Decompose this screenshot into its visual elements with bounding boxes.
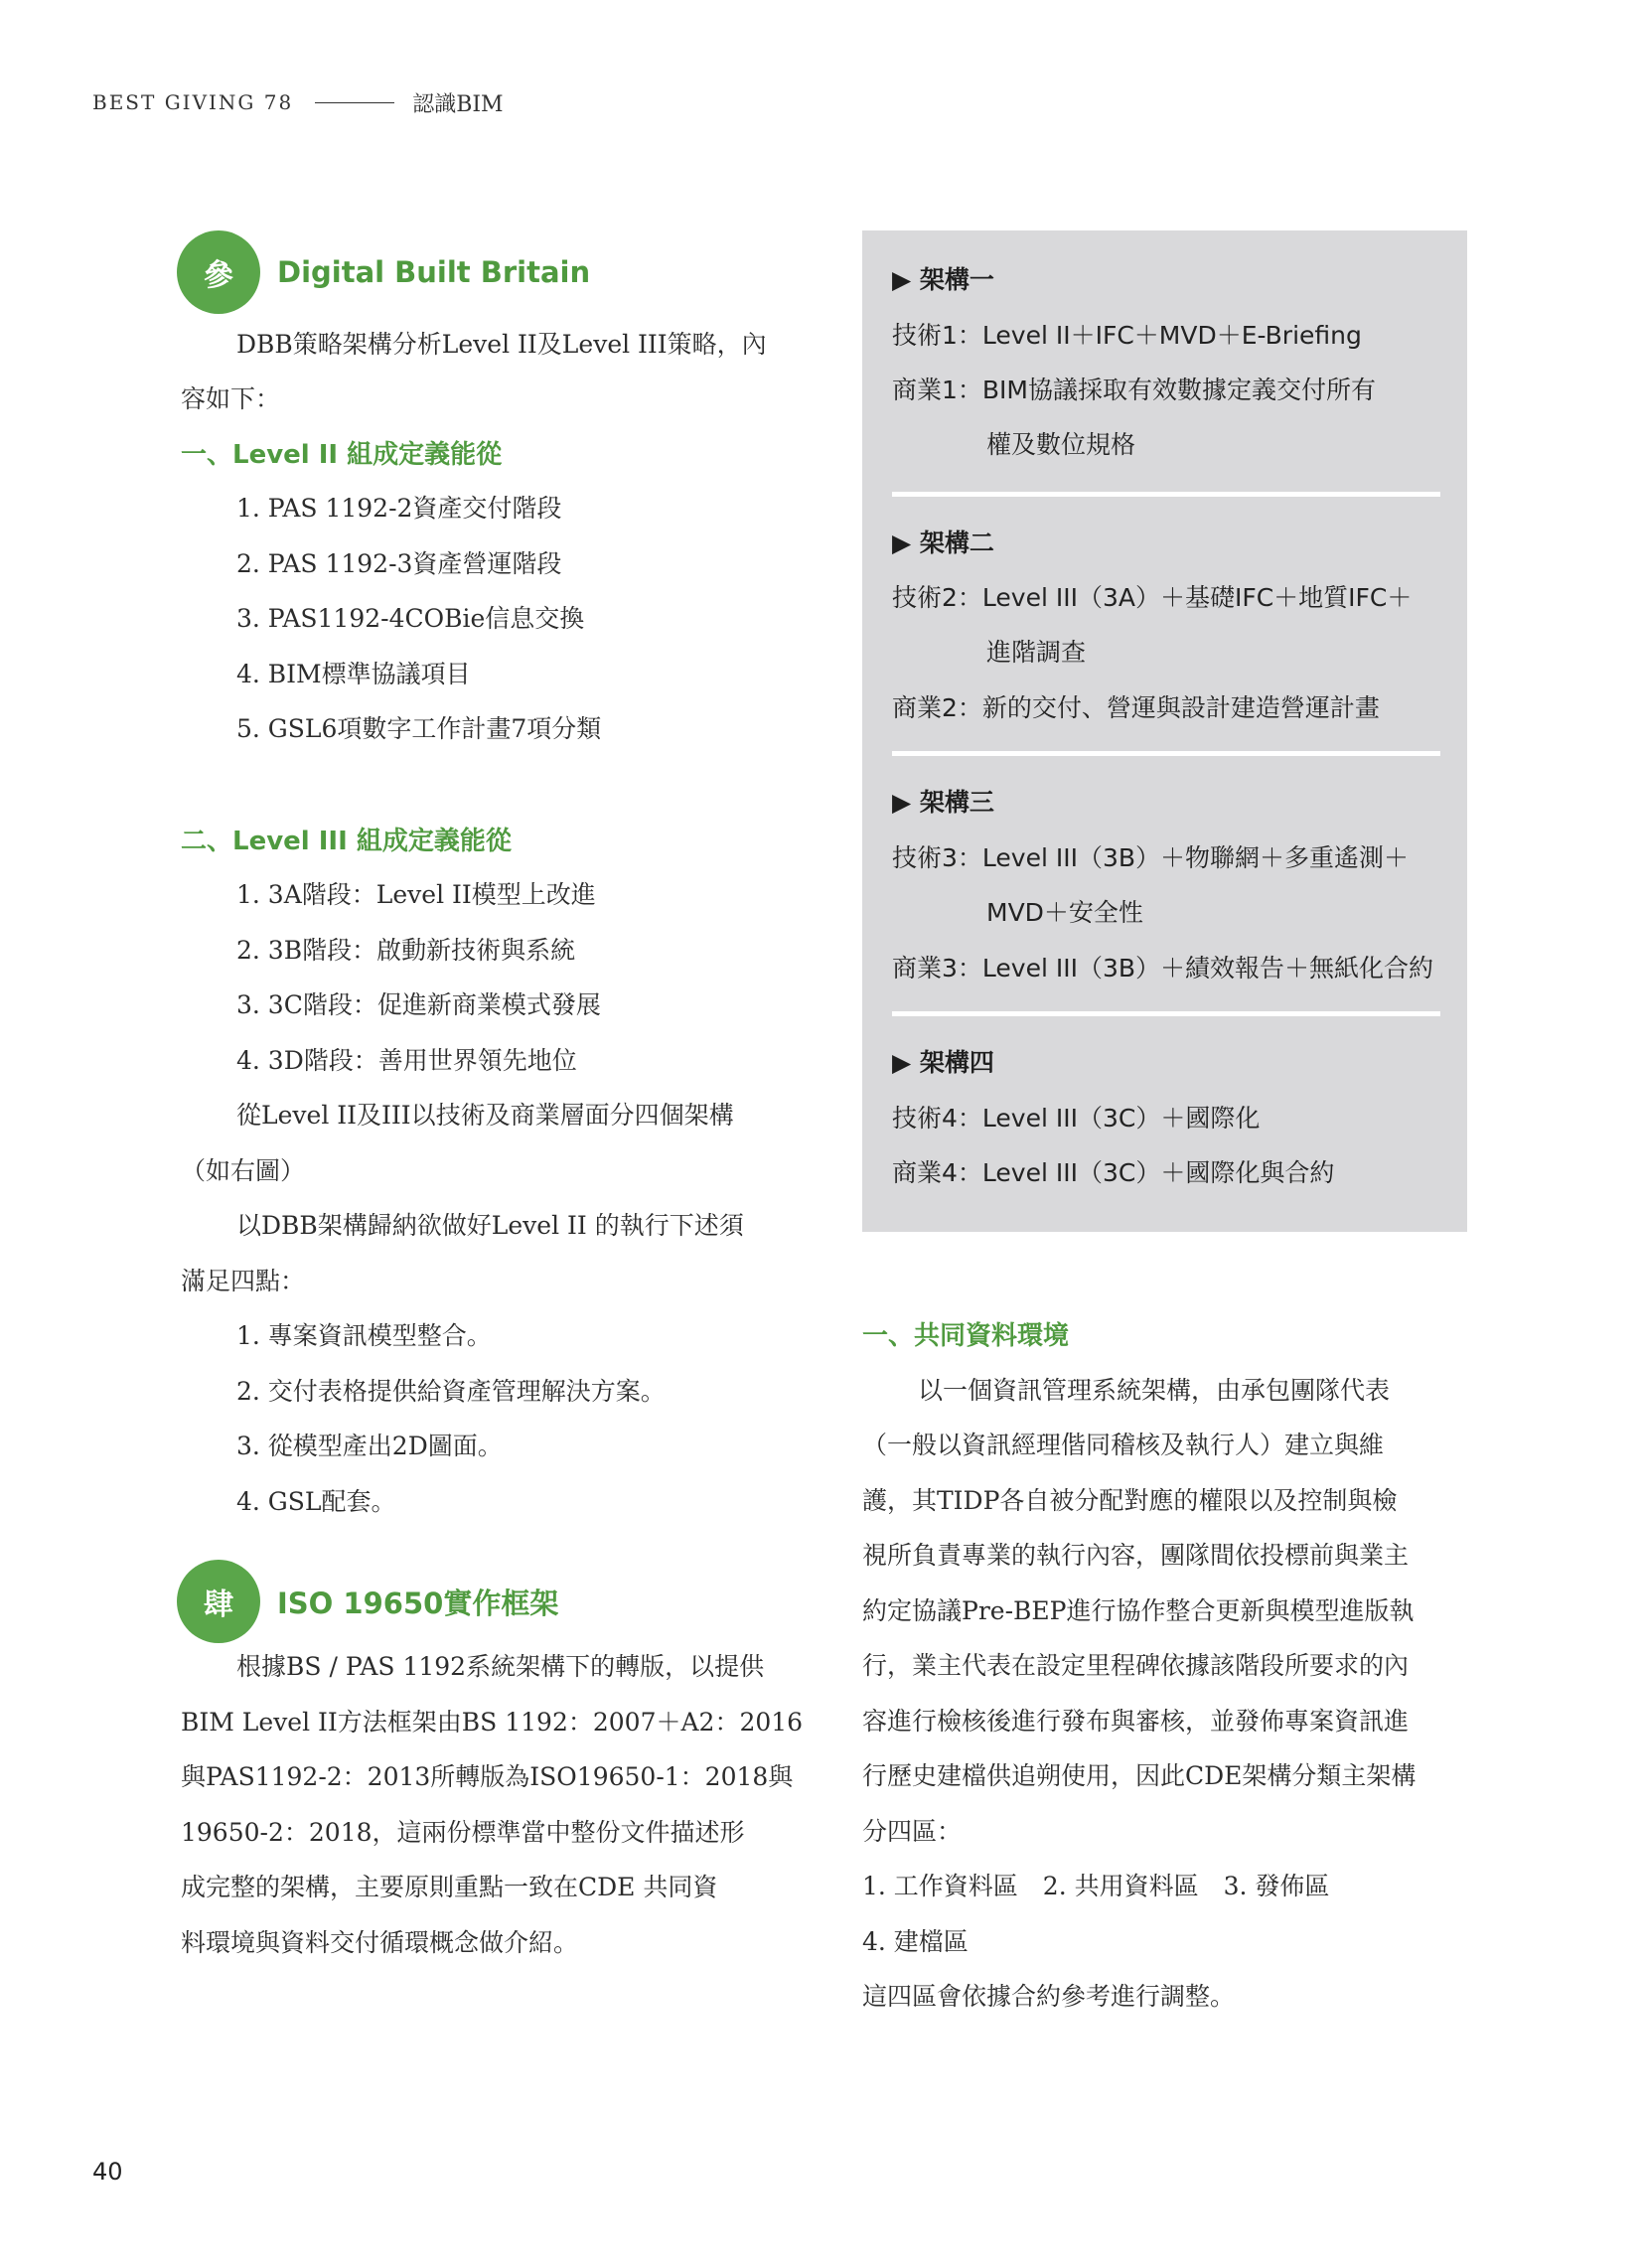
intro-line-1: DBB策略架構分析Level II及Level III策略，內 [236, 330, 767, 359]
iso-para-line: 成完整的架構，主要原則重點一致在CDE 共同資 [181, 1873, 718, 1901]
cde-para-line: 容進行檢核後進行發布與審核，並發佈專案資訊進 [862, 1707, 1410, 1736]
para2-line-2: 滿足四點： [181, 1267, 306, 1295]
list-item: 3. PAS1192-4COBie信息交換 [236, 604, 585, 633]
header-rule [315, 102, 394, 103]
level3-heading: 二、Level III 組成定義能從 [181, 827, 512, 856]
framework-line: 商業2：新的交付、營運與設計建造營運計畫 [892, 693, 1380, 722]
para1-line-2: （如右圖） [181, 1156, 306, 1185]
section-4-heading [177, 1560, 558, 1643]
cde-para-line: （一般以資訊經理偕同稽核及執行人）建立與維 [862, 1431, 1385, 1459]
framework-divider [892, 492, 1440, 497]
list-item: 1. PAS 1192-2資產交付階段 [236, 494, 562, 523]
magazine-name: BEST GIVING 78 [92, 90, 294, 114]
list-item: 3. 從模型產出2D圖面。 [236, 1432, 503, 1460]
section-name: 認識BIM [412, 91, 504, 117]
cde-para-line: 護，其TIDP各自被分配對應的權限以及控制與檢 [862, 1486, 1398, 1515]
cde-para-line: 視所負責專業的執行內容，團隊間依投標前與業主 [862, 1541, 1410, 1570]
para2-line-1: 以DBB架構歸納欲做好Level II 的執行下述須 [236, 1211, 744, 1240]
cde-zone-line: 4. 建檔區 [862, 1927, 969, 1956]
list-item: 4. 3D階段：善用世界領先地位 [236, 1046, 577, 1075]
framework-line: 技術3：Level III（3B）＋物聯網＋多重遙測＋ [892, 843, 1410, 872]
framework-1-title: ▶ 架構一 [892, 265, 994, 294]
iso-para-line: BIM Level II方法框架由BS 1192：2007＋A2：2016 [181, 1708, 804, 1737]
section-3-title: Digital Built Britain [277, 255, 591, 289]
framework-line: 技術4：Level III（3C）＋國際化 [892, 1104, 1261, 1133]
framework-line: MVD＋安全性 [986, 898, 1143, 927]
cde-para-line: 行，業主代表在設定里程碑依據該階段所要求的內 [862, 1651, 1410, 1680]
para1-line-1: 從Level II及III以技術及商業層面分四個架構 [236, 1101, 734, 1130]
list-item: 1. 專案資訊模型整合。 [236, 1321, 492, 1350]
intro-line-2: 容如下： [181, 384, 281, 413]
cde-para-line: 以一個資訊管理系統架構，由承包團隊代表 [918, 1376, 1391, 1405]
iso-para-line: 19650-2：2018，這兩份標準當中整份文件描述形 [181, 1818, 745, 1847]
list-item: 1. 3A階段：Level II模型上改進 [236, 880, 596, 909]
framework-line: 權及數位規格 [986, 430, 1136, 459]
framework-2-title: ▶ 架構二 [892, 529, 994, 557]
iso-para-line: 與PAS1192-2：2013所轉版為ISO19650-1：2018與 [181, 1762, 794, 1791]
framework-line: 商業1：BIM協議採取有效數據定義交付所有 [892, 376, 1377, 404]
cde-para-line: 行歷史建檔供追朔使用，因此CDE架構分類主架構 [862, 1761, 1417, 1790]
iso-para-line: 料環境與資料交付循環概念做介紹。 [181, 1928, 579, 1957]
cde-closing: 這四區會依據合約參考進行調整。 [862, 1982, 1236, 2011]
cde-para-line: 分四區： [862, 1817, 963, 1846]
running-header [92, 87, 504, 117]
framework-sidebar [862, 230, 1467, 1232]
framework-divider [892, 1011, 1440, 1016]
list-item: 2. PAS 1192-3資產營運階段 [236, 549, 562, 578]
framework-4-title: ▶ 架構四 [892, 1048, 994, 1077]
framework-3-title: ▶ 架構三 [892, 788, 994, 817]
list-item: 5. GSL6項數字工作計畫7項分類 [236, 714, 602, 743]
section-3-heading [177, 230, 590, 314]
framework-divider [892, 751, 1440, 756]
section-3-badge: 參 [177, 230, 260, 314]
framework-line: 技術1：Level II＋IFC＋MVD＋E-Briefing [892, 321, 1362, 350]
framework-line: 進階調查 [986, 638, 1087, 667]
framework-line: 商業3：Level III（3B）＋績效報告＋無紙化合約 [892, 954, 1434, 983]
list-item: 3. 3C階段：促進新商業模式發展 [236, 990, 601, 1019]
cde-zone-line: 1. 工作資料區 2. 共用資料區 3. 發佈區 [862, 1872, 1330, 1900]
cde-para-line: 約定協議Pre-BEP進行協作整合更新與模型進版執 [862, 1596, 1415, 1625]
level2-heading: 一、Level II 組成定義能從 [181, 440, 503, 470]
framework-line: 商業4：Level III（3C）＋國際化與合約 [892, 1158, 1335, 1187]
cde-heading: 一、共同資料環境 [862, 1321, 1070, 1351]
section-4-title: ISO 19650實作框架 [277, 1586, 559, 1620]
list-item: 2. 交付表格提供給資產管理解決方案。 [236, 1377, 666, 1406]
page-number: 40 [92, 2158, 123, 2186]
section-4-badge: 肆 [177, 1560, 260, 1643]
list-item: 4. BIM標準協議項目 [236, 660, 471, 688]
list-item: 2. 3B階段：啟動新技術與系統 [236, 936, 576, 965]
iso-para-line: 根據BS / PAS 1192系統架構下的轉版，以提供 [236, 1652, 765, 1681]
framework-line: 技術2：Level III（3A）＋基礎IFC＋地質IFC＋ [892, 583, 1413, 612]
list-item: 4. GSL配套。 [236, 1487, 396, 1516]
